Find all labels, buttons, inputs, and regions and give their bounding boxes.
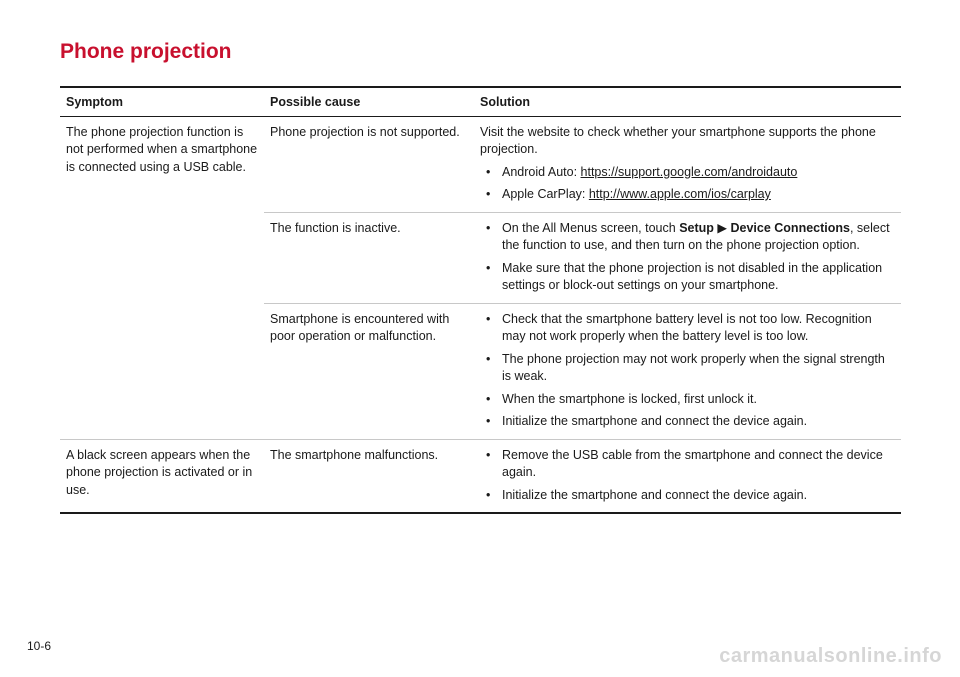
list-item: • Make sure that the phone projection is not disabled in the application settings or block-out settings on your smartphone. bbox=[480, 260, 895, 295]
solution-cell bbox=[474, 303, 901, 439]
list-item: • Initialize the smartphone and connect the device again. bbox=[480, 487, 895, 505]
setup-menu-label: Setup bbox=[679, 220, 714, 235]
solution-intro: Visit the website to check whether your smartphone supports the phone projection. bbox=[480, 124, 876, 156]
list-item bbox=[480, 220, 895, 255]
table-row bbox=[60, 439, 901, 513]
watermark: carmanualsonline.info bbox=[719, 645, 942, 667]
list-item: • Initialize the smartphone and connect the device again. bbox=[480, 413, 895, 431]
solution-cell bbox=[474, 212, 901, 303]
solution-cell bbox=[474, 116, 901, 212]
solution-list bbox=[480, 447, 895, 505]
page-number: 10-6 bbox=[27, 639, 52, 653]
apple-carplay-label: Apple CarPlay: bbox=[502, 187, 589, 201]
instruction-text: , select the function to use, and then turn on the phone projection option. bbox=[502, 220, 890, 252]
list-item: • Check that the smartphone battery level is not too low. Recognition may not work properly when the battery level is too low. bbox=[480, 311, 895, 346]
list-item: • When the smartphone is locked, first unlock it. bbox=[480, 391, 895, 409]
symptom-cell: The phone projection function is not performed when a smartphone is connected using a USB cable. bbox=[66, 124, 258, 174]
solution-list bbox=[480, 311, 895, 431]
table-header-row bbox=[60, 87, 901, 116]
solution-list bbox=[480, 220, 895, 295]
android-auto-label: Android Auto: bbox=[502, 164, 581, 179]
cause-cell: Smartphone is encountered with poor operation or malfunction. bbox=[264, 303, 474, 439]
cause-cell: The smartphone malfunctions. bbox=[264, 439, 474, 513]
list-item: • Remove the USB cable from the smartphone and connect the device again. bbox=[480, 447, 895, 482]
cause-cell: Phone projection is not supported. bbox=[270, 124, 460, 139]
device-connections-label: Device Connections bbox=[730, 220, 850, 235]
list-item bbox=[480, 186, 895, 204]
list-item bbox=[480, 164, 895, 182]
symptom-cell: A black screen appears when the phone projection is activated or in use. bbox=[60, 439, 264, 513]
android-auto-link[interactable]: https://support.google.com/androidauto bbox=[580, 164, 798, 179]
page-title: Phone projection bbox=[60, 40, 232, 63]
solution-list bbox=[480, 164, 895, 204]
arrow-right-icon: ▶ bbox=[713, 220, 731, 235]
instruction-text: On the All Menus screen, touch bbox=[502, 220, 680, 235]
troubleshooting-table bbox=[60, 86, 901, 514]
solution-cell bbox=[474, 439, 901, 513]
cause-cell: The function is inactive. bbox=[264, 212, 474, 303]
apple-carplay-link[interactable]: http://www.apple.com/ios/carplay bbox=[588, 187, 771, 201]
header-symptom: Symptom bbox=[60, 87, 264, 116]
header-possible-cause: Possible cause bbox=[264, 87, 474, 116]
list-item: • The phone projection may not work properly when the signal strength is weak. bbox=[480, 351, 895, 386]
header-solution: Solution bbox=[474, 87, 901, 116]
table-row bbox=[60, 116, 901, 212]
